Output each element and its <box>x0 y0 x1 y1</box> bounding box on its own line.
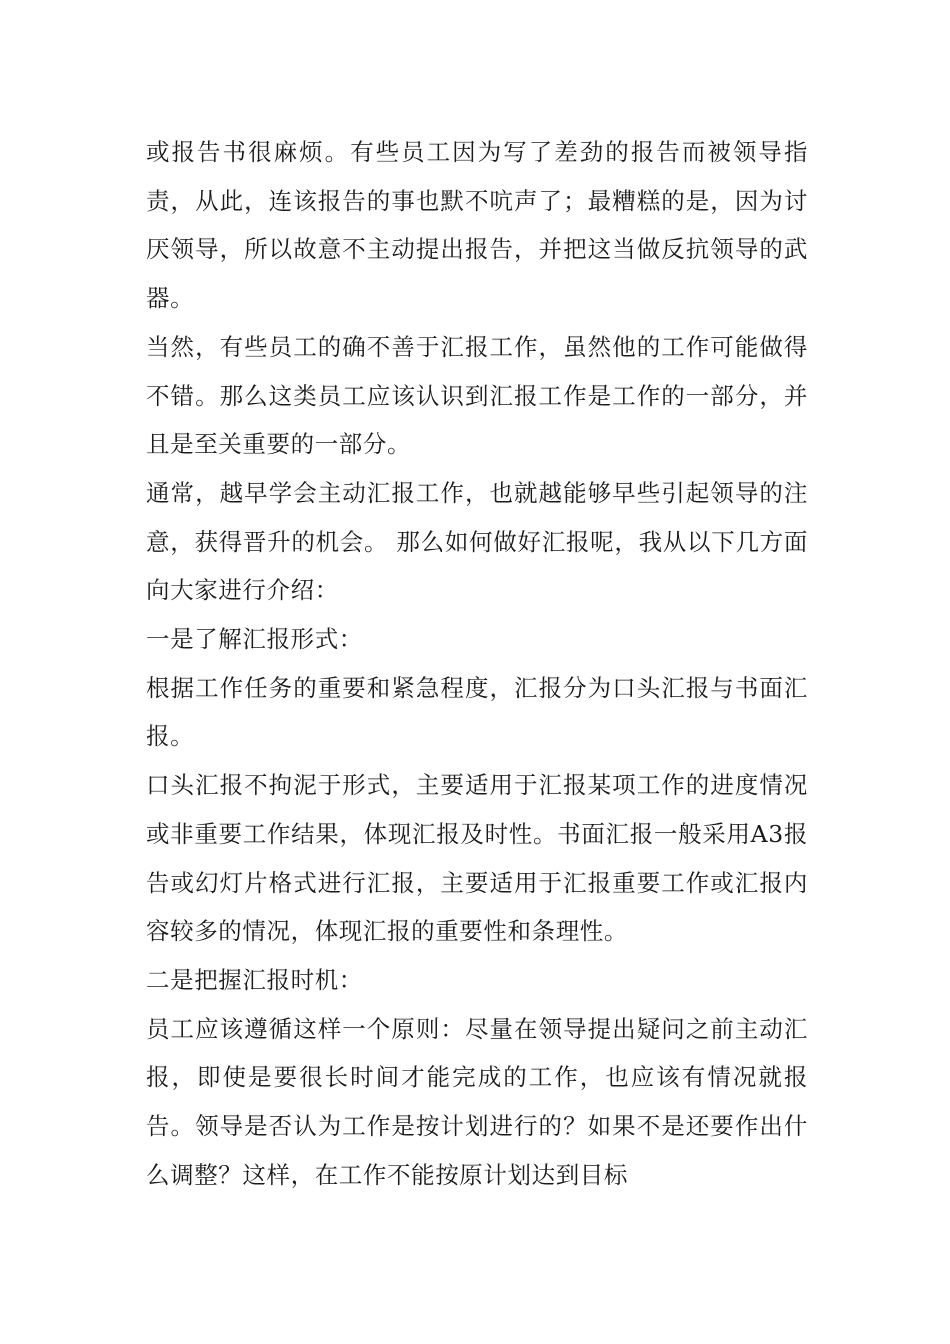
document-page <box>146 128 808 1199</box>
section-heading-1: 一是了解汇报形式： <box>146 625 363 654</box>
paragraph-1: 或报告书很麻烦。有些员工因为写了差劲的报告而被领导指责，从此，连该报告的事也默不吭声了；最糟糕的是，因为讨厌领导，所以故意不主动提出报告，并把这当做反抗领导的武器。 <box>146 138 808 313</box>
section-heading-2: 二是把握汇报时机： <box>146 965 363 994</box>
paragraph-5: 口头汇报不拘泥于形式，主要适用于汇报某项工作的进度情况或非重要工作结果，体现汇报及时性。书面汇报一般采用A3报告或幻灯片格式进行汇报，主要适用于汇报重要工作或汇报内容较多的情况，体现汇报的重要性和条理性。 <box>146 771 808 946</box>
paragraph-4: 根据工作任务的重要和紧急程度，汇报分为口头汇报与书面汇报。 <box>146 673 808 751</box>
paragraph-6: 员工应该遵循这样一个原则：尽量在领导提出疑问之前主动汇报，即使是要很长时间才能完成的工作，也应该有情况就报告。领导是否认为工作是按计划进行的？如果不是还要作出什么调整？这样，在工作不能按原计划达到目标 <box>146 1014 808 1189</box>
paragraph-3: 通常，越早学会主动汇报工作，也就越能够早些引起领导的注意，获得晋升的机会。 那么如何做好汇报呢，我从以下几方面向大家进行介绍： <box>146 478 808 605</box>
paragraph-2: 当然，有些员工的确不善于汇报工作，虽然他的工作可能做得不错。那么这类员工应该认识到汇报工作是工作的一部分，并且是至关重要的一部分。 <box>146 332 808 459</box>
